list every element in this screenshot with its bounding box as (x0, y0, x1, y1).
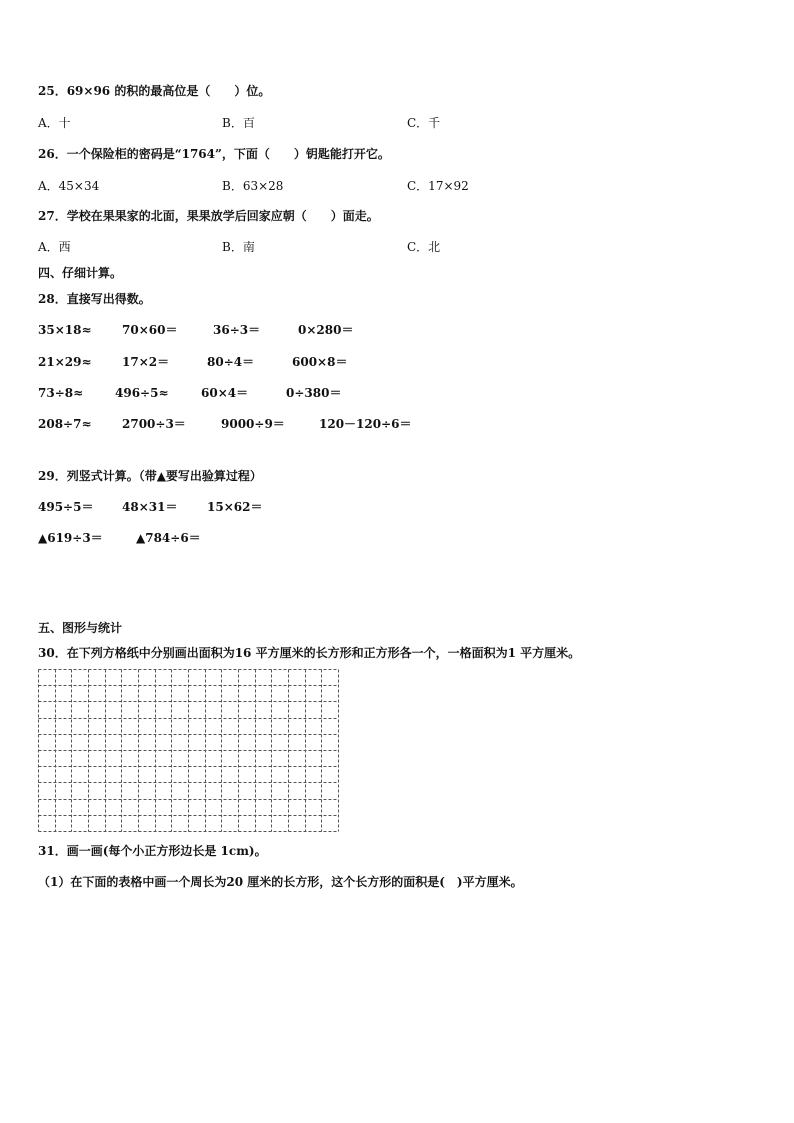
calc-item: 0×280＝ (298, 323, 354, 337)
q26-option-c: C．17×92 (407, 179, 469, 193)
calc-item: 15×62＝ (207, 500, 263, 514)
question-27-stem: 27．学校在果果家的北面，果果放学后回家应朝（ ）面走。 (38, 209, 379, 223)
section-5-title: 五、图形与统计 (38, 621, 123, 635)
calc-item: 70×60＝ (122, 323, 178, 337)
question-31-stem: 31．画一画(每个小正方形边长是 1cm)。 (38, 844, 267, 858)
calc-item: 80÷4＝ (207, 355, 255, 369)
calc-item: 208÷7≈ (38, 417, 92, 431)
question-29-stem: 29．列竖式计算。（带▲要写出验算过程） (38, 469, 262, 483)
calc-item: 36÷3＝ (213, 323, 261, 337)
calc-item: 48×31＝ (122, 500, 178, 514)
q26-option-b: B．63×28 (222, 179, 284, 193)
calc-item: 60×4＝ (201, 386, 249, 400)
question-28-stem: 28．直接写出得数。 (38, 292, 151, 306)
q25-option-c: C．千 (407, 116, 441, 130)
square-grid-paper[interactable] (38, 669, 339, 832)
q27-option-a: A．西 (38, 240, 71, 254)
question-30-stem: 30．在下列方格纸中分别画出面积为16 平方厘米的长方形和正方形各一个，一格面积为1 平方厘米。 (38, 646, 581, 660)
question-26-stem: 26．一个保险柜的密码是“1764”，下面（ ）钥匙能打开它。 (38, 147, 390, 161)
calc-item: 0÷380＝ (286, 386, 342, 400)
calc-item: 35×18≈ (38, 323, 92, 337)
calc-item: 2700÷3＝ (122, 417, 186, 431)
calc-item: 73÷8≈ (38, 386, 84, 400)
calc-item: 21×29≈ (38, 355, 92, 369)
q27-option-b: B．南 (222, 240, 255, 254)
calc-item: 17×2＝ (122, 355, 170, 369)
question-25-stem: 25．69×96 的积的最高位是（ ）位。 (38, 84, 271, 98)
calc-item: 120－120÷6＝ (319, 417, 412, 431)
calc-item: 495÷5＝ (38, 500, 94, 514)
q27-option-c: C．北 (407, 240, 441, 254)
q25-option-b: B．百 (222, 116, 255, 130)
calc-item: 496÷5≈ (115, 386, 169, 400)
q26-option-a: A．45×34 (38, 179, 100, 193)
calc-item: ▲784÷6＝ (136, 531, 201, 545)
question-31-sub-1: （1）在下面的表格中画一个周长为20 厘米的长方形，这个长方形的面积是( )平方厘米。 (38, 875, 523, 889)
section-4-title: 四、仔细计算。 (38, 266, 123, 280)
q25-option-a: A．十 (38, 116, 71, 130)
calc-item: ▲619÷3＝ (38, 531, 103, 545)
calc-item: 600×8＝ (292, 355, 348, 369)
calc-item: 9000÷9＝ (221, 417, 285, 431)
